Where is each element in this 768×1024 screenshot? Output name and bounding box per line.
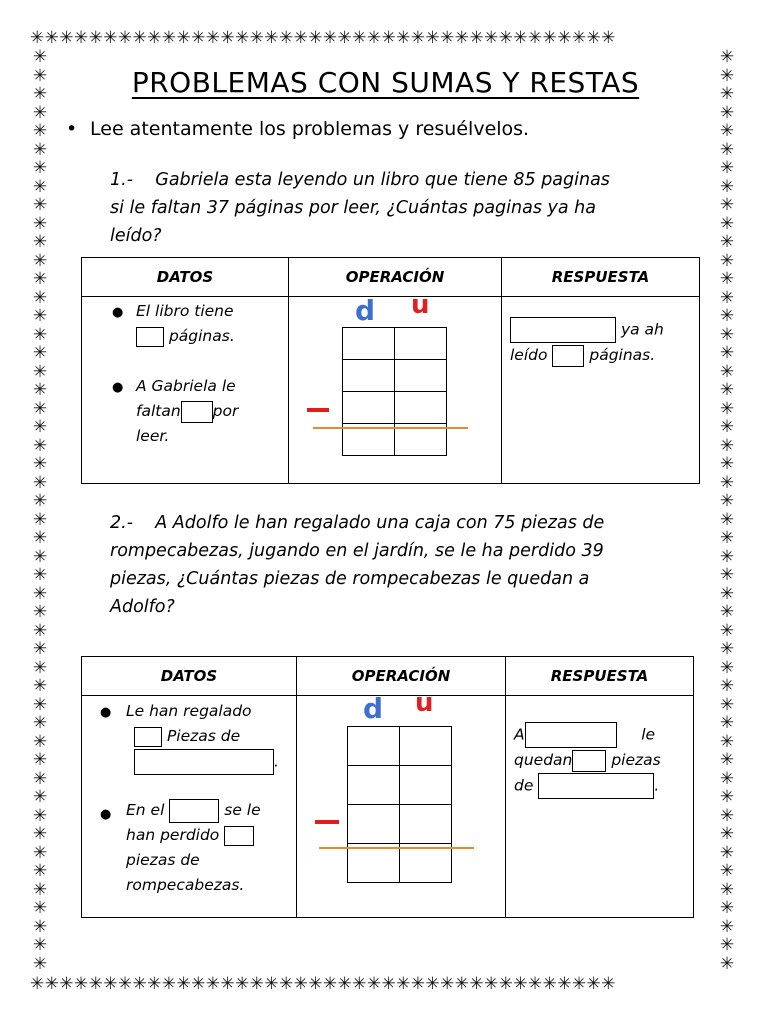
minus-sign <box>307 408 329 412</box>
answer-box[interactable] <box>181 401 213 423</box>
grid-cell[interactable] <box>348 727 400 766</box>
border-left: ✳ ✳ ✳ ✳ ✳ ✳ ✳ ✳ ✳ ✳ ✳ ✳ ✳ ✳ ✳ ✳ ✳ ✳ ✳ ✳ ✳ ✳ ✳ ✳ ✳ ✳ ✳ ✳ ✳ ✳ ✳ ✳ ✳ ✳ ✳ ✳ ✳ ✳ ✳ ✳ ✳ ✳ ✳ ✳ ✳ ✳ ✳ ✳ ✳ ✳ <box>32 47 48 974</box>
decenas-label: d <box>363 692 384 725</box>
grid-cell[interactable] <box>343 392 395 424</box>
problem-1-line: 1.- Gabriela esta leyendo un libro que tiene 85 paginas <box>110 170 610 190</box>
grid-cell[interactable] <box>343 328 395 360</box>
problem-2-text <box>110 509 670 621</box>
problem-2-line: piezas, ¿Cuántas piezas de rompecabezas le quedan a <box>110 569 590 589</box>
respuesta-cell <box>506 696 694 918</box>
grid-cell[interactable] <box>400 727 452 766</box>
bullet-icon: ● <box>112 380 124 395</box>
grid-cell[interactable] <box>400 805 452 844</box>
operation-grid <box>342 327 447 456</box>
respuesta-text: ya ah leído páginas. <box>510 317 700 368</box>
problem-1-line: leído? <box>110 226 162 246</box>
datos-item: En el se le han perdido piezas de rompecabezas. <box>126 798 261 898</box>
grid-cell[interactable] <box>343 360 395 392</box>
instruction-text: Lee atentamente los problemas y resuélvelos. <box>90 118 530 140</box>
grid-cell[interactable] <box>348 805 400 844</box>
grid-cell[interactable] <box>395 392 447 424</box>
border-bottom: ✳✳✳✳✳✳✳✳✳✳✳✳✳✳✳✳✳✳✳✳✳✳✳✳✳✳✳✳✳✳✳✳✳✳✳✳✳✳✳✳ <box>30 974 616 994</box>
header-respuesta: RESPUESTA <box>506 657 694 696</box>
datos-cell <box>82 696 297 918</box>
page-title: PROBLEMAS CON SUMAS Y RESTAS <box>131 66 640 99</box>
problem-2-line: rompecabezas, jugando en el jardín, se le ha perdido 39 <box>110 541 604 561</box>
datos-cell <box>82 297 289 484</box>
datos-item: El libro tiene páginas. <box>136 302 235 345</box>
operacion-cell <box>289 290 502 484</box>
header-datos: DATOS <box>82 258 289 297</box>
border-right: ✳ ✳ ✳ ✳ ✳ ✳ ✳ ✳ ✳ ✳ ✳ ✳ ✳ ✳ ✳ ✳ ✳ ✳ ✳ ✳ ✳ ✳ ✳ ✳ ✳ ✳ ✳ ✳ ✳ ✳ ✳ ✳ ✳ ✳ ✳ ✳ ✳ ✳ ✳ ✳ ✳ ✳ ✳ ✳ ✳ ✳ ✳ ✳ ✳ ✳ <box>719 47 735 974</box>
respuesta-text: A le quedan piezas de . <box>514 722 694 799</box>
answer-box[interactable] <box>169 799 219 823</box>
header-respuesta: RESPUESTA <box>502 258 700 297</box>
instruction <box>66 118 529 140</box>
border-top: ✳✳✳✳✳✳✳✳✳✳✳✳✳✳✳✳✳✳✳✳✳✳✳✳✳✳✳✳✳✳✳✳✳✳✳✳✳✳✳✳ <box>30 28 616 48</box>
answer-box[interactable] <box>136 327 164 347</box>
unidades-label: u <box>411 290 430 320</box>
grid-cell[interactable] <box>400 844 452 883</box>
operacion-cell <box>297 688 506 918</box>
answer-box[interactable] <box>572 750 606 772</box>
header-datos: DATOS <box>82 657 297 696</box>
grid-cell[interactable] <box>400 766 452 805</box>
problem-1-text <box>110 166 670 250</box>
unidades-label: u <box>415 688 434 718</box>
answer-box[interactable] <box>134 727 162 747</box>
bullet-icon: • <box>66 118 78 140</box>
answer-box[interactable] <box>224 826 254 846</box>
result-line <box>319 847 474 849</box>
problem-2-line: 2.- A Adolfo le han regalado una caja con 75 piezas de <box>110 513 605 533</box>
datos-item: Le han regalado Piezas de . <box>126 699 279 775</box>
grid-cell[interactable] <box>395 360 447 392</box>
bullet-icon: ● <box>100 807 112 822</box>
answer-box[interactable] <box>510 317 616 343</box>
answer-box[interactable] <box>525 722 617 748</box>
header-operacion: OPERACIÓN <box>289 258 502 297</box>
grid-cell[interactable] <box>395 328 447 360</box>
minus-sign <box>315 820 339 824</box>
bullet-icon: ● <box>100 705 112 720</box>
bullet-icon: ● <box>112 305 124 320</box>
answer-box[interactable] <box>134 749 274 775</box>
problem-1-table <box>81 257 700 484</box>
problem-2-line: Adolfo? <box>110 597 175 617</box>
operation-grid <box>347 726 452 883</box>
decenas-label: d <box>355 294 376 327</box>
problem-1-line: si le faltan 37 páginas por leer, ¿Cuántas paginas ya ha <box>110 198 596 218</box>
respuesta-cell <box>502 297 700 484</box>
header-operacion: OPERACIÓN <box>297 657 506 696</box>
problem-2-table <box>81 656 694 918</box>
result-line <box>313 427 468 429</box>
grid-cell[interactable] <box>348 766 400 805</box>
answer-box[interactable] <box>538 773 654 799</box>
datos-item: A Gabriela le faltan por leer. <box>136 377 239 445</box>
answer-box[interactable] <box>552 345 584 367</box>
grid-cell[interactable] <box>348 844 400 883</box>
